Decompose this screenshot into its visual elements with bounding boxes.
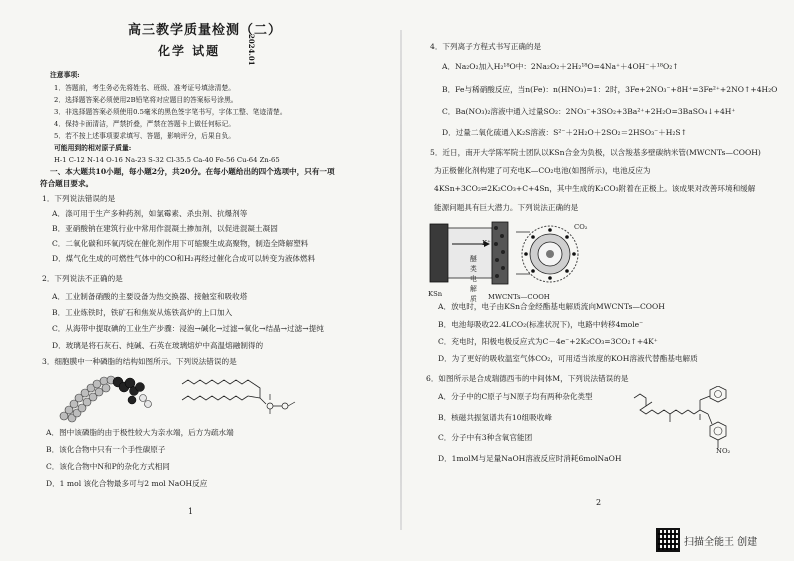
- exam-title: 高三教学质量检测（二）: [128, 23, 283, 38]
- phospholipid-structural-formula: [178, 372, 298, 418]
- nitro-group-label: NO₂: [716, 447, 731, 455]
- option: C．充电时，阳极电极反应式为C－4e⁻+2K₂CO₃=3CO₂↑+4K⁺: [438, 337, 658, 346]
- option: A．放电时，电子由KSn合金经酯基电解质流向MWCNTs—COOH: [438, 302, 665, 311]
- option: B．核磁共振氢谱共有10组吸收峰: [438, 413, 552, 422]
- qr-code-icon: [656, 528, 680, 552]
- option: D．玻璃是将石灰石、纯碱、石英在玻璃熔炉中高温熔融制得的: [52, 341, 264, 350]
- option: A．分子中的C原子与N原子均有两种杂化类型: [438, 392, 593, 401]
- question-stem: 5．近日，南开大学陈军院士团队以KSn合金为负极，以含羧基多壁碳纳米管(MWCNTs—COOH): [430, 148, 761, 157]
- question-stem: 2．下列说法不正确的是: [42, 274, 123, 283]
- exam-subject: 化学 试题: [158, 44, 221, 58]
- option: D．为了更好的吸收温室气体CO₂，可用适当浓度的KOH溶液代替酯基电解质: [438, 354, 698, 363]
- atomic-heading: 可能用到的相对原子质量:: [54, 144, 132, 152]
- option: C．分子中有3种含氧官能团: [438, 433, 533, 442]
- k-co2-battery-diagram: [426, 218, 596, 292]
- question-stem: 能源问题具有巨大潜力。下列说法正确的是: [434, 203, 579, 212]
- note-item: 3．非选择题答案必须使用0.5毫米的黑色签字笔书写，字体工整、笔迹清楚。: [54, 108, 287, 116]
- page-number: 2: [596, 498, 602, 507]
- question-stem: 4．下列离子方程式书写正确的是: [430, 42, 542, 51]
- option: D．煤气化生成的可燃性气体中的CO和H₂再经过催化合成可以转变为液体燃料: [52, 254, 316, 263]
- question-stem: 为正极催化剂构建了可充电K—CO₂电池(如图所示)，电池反应为: [434, 166, 651, 175]
- option: B．该化合物中只有一个手性碳原子: [46, 445, 166, 454]
- option: B．Fe与稀硝酸反应，当n(Fe)：n(HNO₃)=1：2时，3Fe+2NO₃⁻+8H⁺=3Fe²⁺+2NO↑+4H₂O: [442, 85, 778, 94]
- question-stem: 4KSn+3CO₂⇌2K₂CO₃+C+4Sn，其中生成的K₂CO₃附着在正极上。该成果对改善环境和缓解: [434, 184, 756, 193]
- atomic-masses: H-1 C-12 N-14 O-16 Na-23 S-32 Cl-35.5 Ca-40 Fe-56 Cu-64 Zn-65: [54, 156, 280, 164]
- option: B．工业炼铁时，铁矿石和焦炭从炼铁高炉的上口加入: [52, 308, 233, 317]
- option: A．图中该磷脂的由于极性较大为亲水端，后方为疏水端: [46, 428, 234, 437]
- phospholipid-space-fill-figure: [52, 368, 162, 424]
- option: C．Ba(NO₃)₂溶液中通入过量SO₂：2NO₃⁻+3SO₂+3Ba²⁺+2H₂O=3BaSO₄↓+4H⁺: [442, 107, 736, 116]
- option: C．该化合物中N和P的杂化方式相同: [46, 462, 170, 471]
- fig-electrolyte-label: 醚类电解质: [470, 255, 477, 303]
- option: B．电池每吸收22.4LCO₂(标准状况下)，电路中转移4mole⁻: [438, 320, 644, 329]
- notes-heading: 注意事项:: [50, 71, 80, 79]
- question-stem: 6．如图所示是合成瑞德西韦的中间体M，下列说法错误的是: [426, 374, 629, 383]
- right-page: [404, 0, 794, 561]
- note-item: 5．若不按上述事项要求填写、答题，影响评分，后果自负。: [54, 132, 236, 140]
- option: B．亚硝酸钠在建筑行业中常用作混凝土掺加剂，以促进混凝土凝固: [52, 224, 278, 233]
- question-stem: 3．细胞膜中一种磷脂的结构如图所示。下列说法错误的是: [42, 357, 237, 366]
- section-instruction: 符合题目要求。: [40, 179, 94, 188]
- page-number: 1: [188, 507, 194, 516]
- intermediate-m-structure: [630, 386, 750, 460]
- fig-gas-label: CO₂: [574, 223, 588, 231]
- note-item: 4．保持卡面清洁，严禁折叠，严禁在答题卡上做任何标记。: [54, 120, 236, 128]
- fig-anode-label: KSn: [428, 290, 443, 298]
- option: A．涤可用于生产多种药剂，如氯霉素、杀虫剂、抗爆剂等: [52, 209, 248, 218]
- option: C．二氧化碳和环氧丙烷在催化剂作用下可缩聚生成高聚物，制造全降解塑料: [52, 239, 309, 248]
- question-stem: 1．下列说法错误的是: [42, 194, 116, 203]
- option: D．过量二氧化硫通入K₂S溶液：S²⁻＋2H₂O＋2SO₂＝2HSO₃⁻＋H₂S↑: [442, 128, 687, 137]
- option: A．Na₂O₂加入H₂¹⁸O中：2Na₂O₂＋2H₂¹⁸O=4Na⁺＋4OH⁻＋¹⁸O₂↑: [442, 62, 679, 71]
- option: D．1molM与足量NaOH溶液反应时消耗6molNaOH: [438, 454, 622, 463]
- option: A．工业制备硝酸的主要设备为热交换器、接触室和吸收塔: [52, 292, 248, 301]
- section-instruction: 一、本大题共10小题，每小题2分，共20分。在每小题给出的四个选项中，只有一项: [50, 167, 335, 176]
- option: D．1 mol 该化合物最多可与2 mol NaOH反应: [46, 479, 208, 488]
- page-fold: [400, 30, 402, 530]
- fig-ion-label: K⁺: [482, 239, 491, 247]
- exam-date: 2024.01: [247, 34, 256, 66]
- option: C．从海带中提取碘的工业生产步骤：浸泡→碱化→过滤→氧化→结晶→过滤→提纯: [52, 324, 324, 333]
- note-item: 2．选择题答案必须使用2B铅笔将对应题目的答案标号涂黑。: [54, 96, 238, 104]
- scanner-brand: 扫描全能王 创建: [684, 537, 758, 548]
- fig-cathode-label: MWCNTs—COOH: [488, 293, 550, 301]
- note-item: 1．答题前，考生务必先将姓名、班级、准考证号填涂清楚。: [54, 84, 236, 92]
